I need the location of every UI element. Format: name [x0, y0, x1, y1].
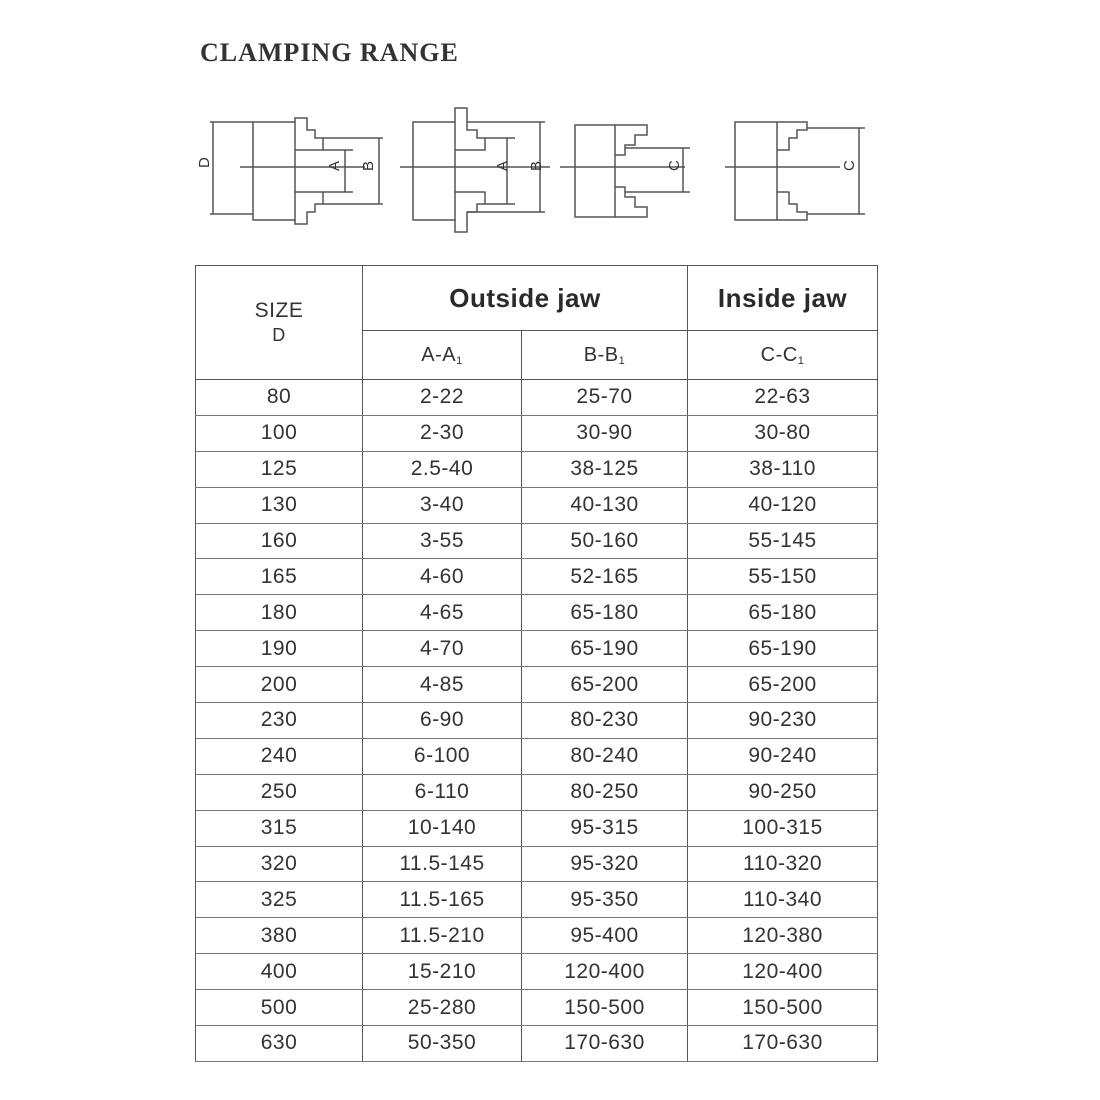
label-b1: B: [528, 160, 545, 171]
b-b1-cell: 65-180: [522, 595, 688, 631]
label-c: C: [666, 160, 683, 171]
a-a1-cell: 4-60: [363, 559, 522, 595]
size-cell: 230: [196, 703, 363, 739]
table-row: [196, 415, 878, 451]
c-c1-cell: 110-340: [688, 882, 878, 918]
a-a1-cell: 15-210: [363, 954, 522, 990]
size-cell: 200: [196, 667, 363, 703]
c-c1-cell: 90-250: [688, 774, 878, 810]
c-c1-cell: 120-400: [688, 954, 878, 990]
size-cell: 380: [196, 918, 363, 954]
table-row: [196, 774, 878, 810]
table-row: [196, 882, 878, 918]
label-d: D: [196, 157, 213, 168]
size-cell: 500: [196, 990, 363, 1026]
table-row: [196, 810, 878, 846]
col-a-a1-header: $A-A_1$: [363, 331, 522, 380]
a-a1-cell: 3-55: [363, 523, 522, 559]
b-b1-cell: 95-315: [522, 810, 688, 846]
table-row: [196, 559, 878, 595]
b-b1-cell: 38-125: [522, 451, 688, 487]
c-c1-cell: 55-150: [688, 559, 878, 595]
outside-jaw-header: Outside jaw: [363, 266, 688, 331]
a-a1-cell: 3-40: [363, 487, 522, 523]
col-b-b1-header: $B-B_1$: [522, 331, 688, 380]
diagram-outside-jaw-a-b: [210, 118, 383, 224]
table-row: [196, 523, 878, 559]
table-row: [196, 631, 878, 667]
b-b1-cell: 30-90: [522, 415, 688, 451]
table-header-row: [196, 266, 878, 331]
size-cell: 165: [196, 559, 363, 595]
a-a1-cell: 4-65: [363, 595, 522, 631]
c-c1-cell: 100-315: [688, 810, 878, 846]
a-a1-cell: 4-70: [363, 631, 522, 667]
b-b1-cell: 50-160: [522, 523, 688, 559]
a-a1-cell: 11.5-165: [363, 882, 522, 918]
a-a1-cell: 2.5-40: [363, 451, 522, 487]
size-cell: 160: [196, 523, 363, 559]
c-c1-cell: 120-380: [688, 918, 878, 954]
table-row: [196, 990, 878, 1026]
table-row: [196, 487, 878, 523]
size-cell: 250: [196, 774, 363, 810]
b-b1-cell: 80-250: [522, 774, 688, 810]
size-cell: 80: [196, 380, 363, 416]
a-a1-cell: 11.5-210: [363, 918, 522, 954]
a-a1-cell: 2-30: [363, 415, 522, 451]
table-row: [196, 451, 878, 487]
label-a: A: [326, 160, 343, 171]
a-a1-cell: 11.5-145: [363, 846, 522, 882]
size-cell: 130: [196, 487, 363, 523]
table-row: [196, 667, 878, 703]
c-c1-cell: 150-500: [688, 990, 878, 1026]
size-cell: 125: [196, 451, 363, 487]
chuck-diagram-svg: [185, 100, 885, 240]
size-cell: 100: [196, 415, 363, 451]
size-cell: 190: [196, 631, 363, 667]
size-cell: 325: [196, 882, 363, 918]
a-a1-cell: 6-100: [363, 738, 522, 774]
table-row: [196, 954, 878, 990]
b-b1-cell: 25-70: [522, 380, 688, 416]
b-b1-cell: 170-630: [522, 1026, 688, 1062]
table-row: [196, 918, 878, 954]
a-a1-cell: 2-22: [363, 380, 522, 416]
table-row: [196, 738, 878, 774]
table-row: [196, 703, 878, 739]
b-b1-cell: 80-240: [522, 738, 688, 774]
c-c1-cell: 65-190: [688, 631, 878, 667]
c-c1-cell: 90-240: [688, 738, 878, 774]
b-b1-cell: 65-200: [522, 667, 688, 703]
page-title: CLAMPING RANGE: [200, 38, 459, 67]
c-c1-cell: 55-145: [688, 523, 878, 559]
c-c1-cell: 40-120: [688, 487, 878, 523]
table-row: [196, 595, 878, 631]
label-c1: C: [841, 160, 858, 171]
table-row: [196, 1026, 878, 1062]
b-b1-cell: 40-130: [522, 487, 688, 523]
b-b1-cell: 65-190: [522, 631, 688, 667]
jaw-diagrams: [185, 100, 885, 240]
b-b1-cell: 95-400: [522, 918, 688, 954]
c-c1-cell: 170-630: [688, 1026, 878, 1062]
a-a1-cell: 6-110: [363, 774, 522, 810]
table-body: [196, 380, 878, 1062]
c-c1-cell: 90-230: [688, 703, 878, 739]
size-cell: 315: [196, 810, 363, 846]
clamping-range-table: [195, 265, 878, 1062]
a-a1-cell: 10-140: [363, 810, 522, 846]
a-a1-cell: 6-90: [363, 703, 522, 739]
c-c1-cell: 65-180: [688, 595, 878, 631]
size-label: SIZE: [254, 299, 304, 323]
c-c1-cell: 38-110: [688, 451, 878, 487]
size-cell: 320: [196, 846, 363, 882]
size-cell: 630: [196, 1026, 363, 1062]
b-b1-cell: 120-400: [522, 954, 688, 990]
b-b1-cell: 52-165: [522, 559, 688, 595]
c-c1-cell: 110-320: [688, 846, 878, 882]
size-cell: 400: [196, 954, 363, 990]
a-a1-cell: 25-280: [363, 990, 522, 1026]
b-b1-cell: 95-320: [522, 846, 688, 882]
size-sub-label: D: [272, 325, 286, 346]
c-c1-cell: 22-63: [688, 380, 878, 416]
size-cell: 180: [196, 595, 363, 631]
label-b: B: [360, 160, 377, 171]
c-c1-cell: 65-200: [688, 667, 878, 703]
a-a1-cell: 50-350: [363, 1026, 522, 1062]
table-row: [196, 846, 878, 882]
inside-jaw-header: Inside jaw: [688, 266, 878, 331]
size-header: [196, 266, 363, 380]
label-a1: A: [494, 160, 511, 171]
b-b1-cell: 150-500: [522, 990, 688, 1026]
col-c-c1-header: $C-C_1$: [688, 331, 878, 380]
a-a1-cell: 4-85: [363, 667, 522, 703]
table-row: [196, 380, 878, 416]
c-c1-cell: 30-80: [688, 415, 878, 451]
b-b1-cell: 80-230: [522, 703, 688, 739]
size-cell: 240: [196, 738, 363, 774]
b-b1-cell: 95-350: [522, 882, 688, 918]
